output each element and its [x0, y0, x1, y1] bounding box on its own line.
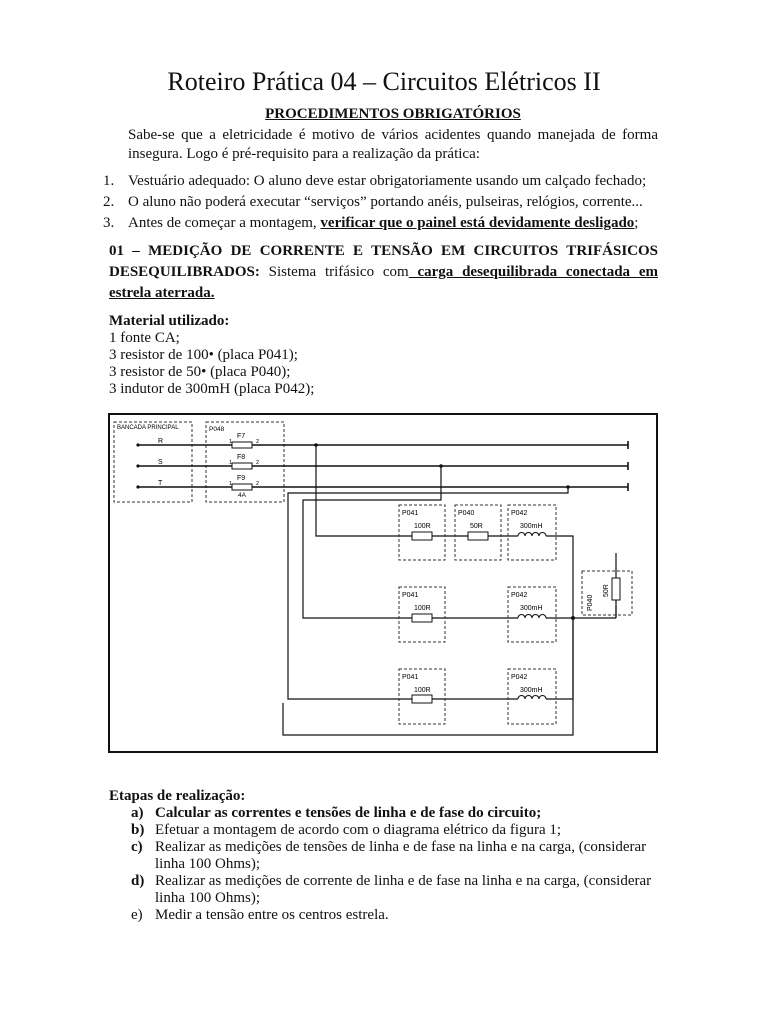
svg-text:300mH: 300mH: [520, 523, 543, 530]
material-item: 3 indutor de 300mH (placa P042);: [109, 381, 315, 397]
svg-text:1: 1: [229, 460, 233, 466]
step-text: Efetuar a montagem de acordo com o diagrama elétrico da figura 1;: [155, 822, 562, 838]
svg-text:100R: 100R: [414, 523, 431, 530]
phase-buses: [138, 441, 628, 491]
section-heading-bold: 01 – MEDIÇÃO DE CORRENTE E TENSÃO EM CIRCUITOS TRIFÁSICOS DESEQUILIBRADOS:: [109, 243, 658, 280]
list-text: Vestuário adequado: O aluno deve estar obrigatoriamente usando um calçado fechado;: [128, 173, 647, 189]
phase-label-s: S: [158, 459, 163, 466]
materials-block: [109, 313, 314, 398]
list-item: [103, 213, 663, 234]
svg-text:50R: 50R: [603, 584, 610, 597]
list-text: O aluno não poderá executar “serviços” portando anéis, pulseiras, relógios, corrente...: [128, 194, 643, 210]
safety-rules-list: [103, 171, 663, 234]
list-text-emphasis: verificar que o painel está devidamente desligado: [320, 215, 635, 231]
svg-text:2: 2: [256, 460, 260, 466]
phase-label-t: T: [158, 480, 163, 487]
svg-text:300mH: 300mH: [520, 687, 543, 694]
svg-text:P041: P041: [402, 674, 419, 681]
steps-title: Etapas de realização:: [109, 788, 246, 804]
steps-list: [109, 805, 664, 924]
list-item: [109, 907, 664, 924]
svg-text:100R: 100R: [414, 687, 431, 694]
step-letter: d): [131, 873, 145, 889]
material-item: 1 fonte CA;: [109, 330, 180, 346]
svg-text:1: 1: [229, 481, 233, 487]
section-heading-text: Sistema trifásico com: [259, 264, 409, 280]
section-subtitle: PROCEDIMENTOS OBRIGATÓRIOS: [265, 106, 521, 122]
wiring: [283, 445, 616, 735]
fuse-rating: 4A: [238, 492, 246, 499]
list-item: [109, 873, 664, 907]
phase-label-r: R: [158, 438, 164, 445]
step-letter: a): [131, 805, 144, 821]
fuses: [232, 442, 252, 490]
fuse-label-f8: F8: [237, 454, 246, 461]
material-item: 3 resistor de 100• (placa P041);: [109, 347, 298, 363]
list-number: 1.: [103, 173, 115, 189]
bancada-box: [114, 422, 192, 502]
svg-text:P040: P040: [587, 594, 594, 611]
material-item: 3 resistor de 50• (placa P040);: [109, 364, 291, 380]
step-text: Medir a tensão entre os centros estrela.: [155, 907, 389, 923]
page-title: Roteiro Prática 04 – Circuitos Elétricos II: [167, 67, 601, 96]
fuse-label-f9: F9: [237, 475, 246, 482]
list-item: [109, 822, 664, 839]
step-letter: e): [131, 907, 143, 923]
svg-text:100R: 100R: [414, 605, 431, 612]
svg-text:300mH: 300mH: [520, 605, 543, 612]
fuse-label-f7: F7: [237, 433, 246, 440]
svg-text:2: 2: [256, 439, 260, 445]
list-number: 3.: [103, 215, 115, 231]
list-text: Antes de começar a montagem,: [128, 215, 321, 231]
svg-text:50R: 50R: [470, 523, 483, 530]
svg-text:P042: P042: [511, 592, 528, 599]
svg-text:2: 2: [256, 481, 260, 487]
svg-text:P042: P042: [511, 674, 528, 681]
step-text: Calcular as correntes e tensões de linha e de fase do circuito;: [155, 805, 542, 821]
svg-text:P040: P040: [458, 510, 475, 517]
steps-block: [109, 788, 664, 924]
p048-label: P048: [209, 426, 225, 433]
list-text: ;: [634, 215, 639, 231]
section-heading: [109, 241, 658, 304]
board-boxes: [399, 505, 632, 724]
svg-text:P041: P041: [402, 592, 419, 599]
step-letter: b): [131, 822, 145, 838]
intro-paragraph: Sabe-se que a eletricidade é motivo de vários acidentes quando manejada de forma insegura. Logo é pré-requisito para a realização da prática:: [128, 127, 658, 162]
diagram-frame: [109, 414, 657, 752]
svg-text:P041: P041: [402, 510, 419, 517]
list-item: [103, 192, 663, 213]
list-item: [109, 839, 664, 873]
bancada-label: BANCADA PRINCIPAL: [117, 425, 179, 431]
section-heading-emphasis: carga desequilibrada conectada em estrela aterrada.: [109, 264, 658, 301]
materials-title: Material utilizado:: [109, 313, 230, 329]
svg-text:P042: P042: [511, 510, 528, 517]
circuit-diagram: [108, 413, 658, 753]
list-item: [103, 171, 663, 192]
list-item: [109, 805, 664, 822]
step-text: Realizar as medições de corrente de linha e de fase na linha e na carga, (considerar linha 100 Ohms);: [155, 873, 652, 906]
list-number: 2.: [103, 194, 115, 210]
svg-text:1: 1: [229, 439, 233, 445]
step-letter: c): [131, 839, 143, 855]
step-text: Realizar as medições de tensões de linha e de fase na linha e na carga, (considerar linha 100 Ohms);: [155, 839, 647, 872]
